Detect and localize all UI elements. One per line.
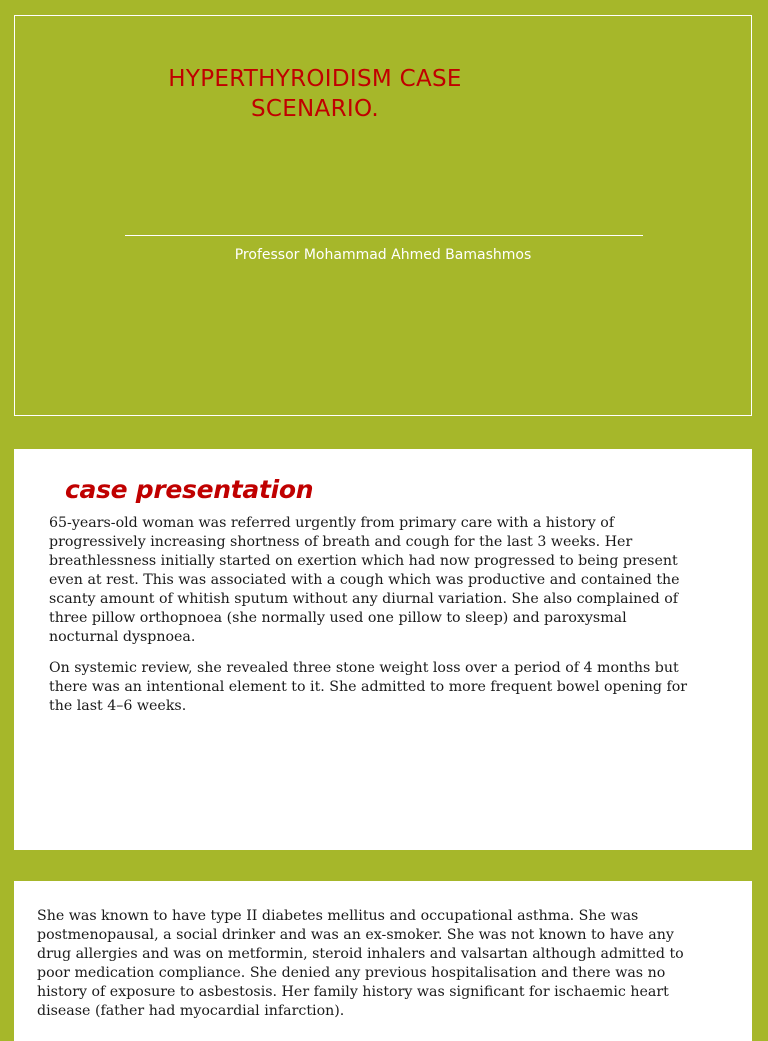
case-presentation-heading: case presentation [65, 475, 314, 504]
title-divider [125, 235, 643, 236]
slide-title-line-1: HYPERTHYROIDISM CASE [168, 66, 462, 92]
case-paragraph-1: 65-years-old woman was referred urgently from primary care with a history of progressively increasing shortness of breath and cough for the last 3 weeks. Her breathlessness initially started on exertion which had now progressed to being present even at rest. This was associated with a cough which was productive and contained the scanty amount of whitish sputum without any diurnal variation. She also complained of three pillow orthopnoea (she normally used one pillow to sleep) and paroxysmal nocturnal dyspnoea. [49, 515, 680, 645]
history-slide [14, 881, 752, 1041]
history-paragraph: She was known to have type II diabetes mellitus and occupational asthma. She was postmenopausal, a social drinker and was an ex-smoker. She was not known to have any drug allergies and was on metformin, steroid inhalers and valsartan although admitted to poor medication compliance. She denied any previous hospitalisation and there was no history of exposure to asbestosis. Her family history was significant for ischaemic heart disease (father had myocardial infarction). [37, 908, 684, 1019]
slide-title [115, 64, 515, 124]
case-presentation-slide [14, 449, 752, 850]
title-slide [14, 15, 752, 416]
case-paragraph-2: On systemic review, she revealed three stone weight loss over a period of 4 months but there was an intentional element to it. She admitted to more frequent bowel opening for the last 4–6 weeks. [49, 660, 688, 714]
slide-subtitle: Professor Mohammad Ahmed Bamashmos [234, 247, 532, 263]
slide-title-line-2: SCENARIO. [250, 96, 380, 122]
